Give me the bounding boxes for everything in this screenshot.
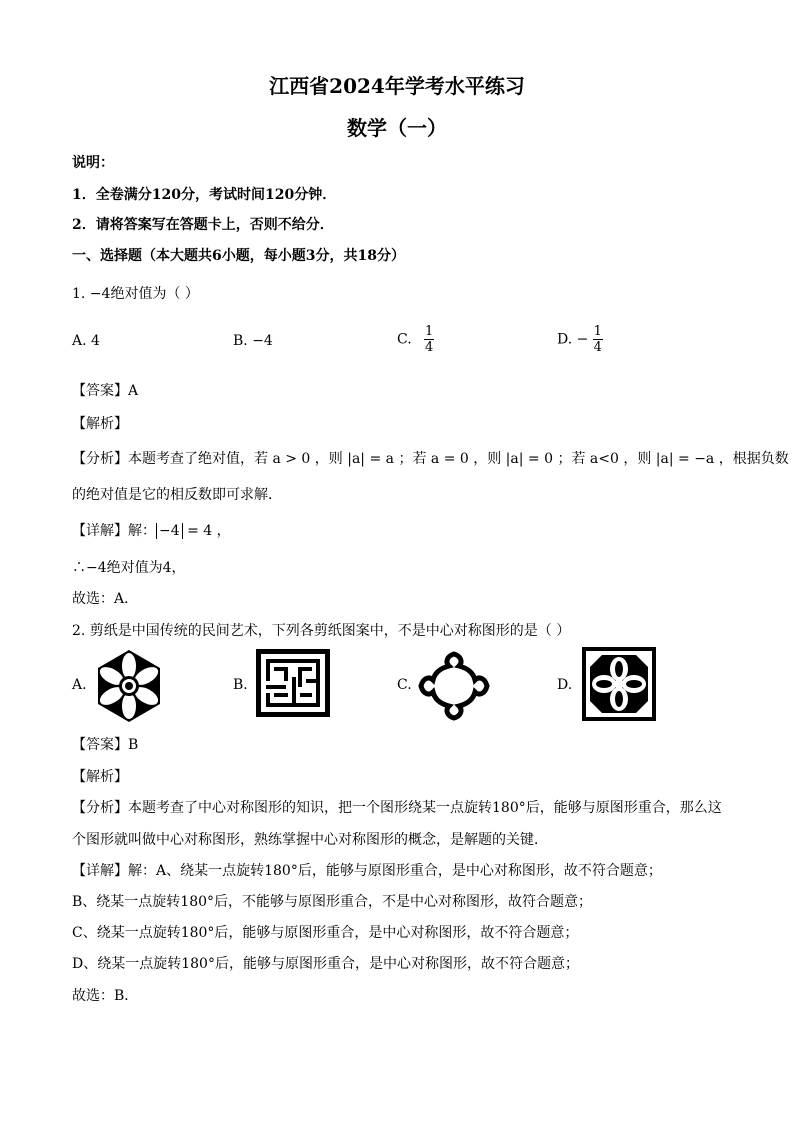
instruction-item-2: 2．请将答案写在答题卡上，否则不给分． <box>72 217 334 233</box>
absolute-value: −4 <box>156 523 183 539</box>
q1-therefore: ∴−4绝对值为4， <box>72 560 186 576</box>
q2-stem: 2. 剪纸是中国传统的民间艺术，下列各剪纸图案中，不是中心对称图形的是（ ） <box>72 623 571 639</box>
q1-stem: 1. −4绝对值为（ ） <box>72 286 199 302</box>
q1-option-c <box>397 324 434 355</box>
q1-answer: 【答案】A <box>72 383 139 399</box>
q2-answer: 【答案】B <box>72 737 139 753</box>
page-subtitle: 数学（一） <box>347 116 447 140</box>
q1-detail <box>72 520 231 540</box>
q2-detail-b: B、绕某一点旋转180°后，不能够与原图形重合，不是中心对称图形，故符合题意； <box>72 894 593 910</box>
q2-choose: 故选：B． <box>72 988 139 1004</box>
q2-detail-d: D、绕某一点旋转180°后，能够与原图形重合，是中心对称图形，故不符合题意； <box>72 956 579 972</box>
q2-option-a-label: A. <box>72 677 87 693</box>
q1-detail-result: = 4 ， <box>182 523 231 539</box>
instructions-heading: 说明： <box>72 155 114 171</box>
q1-option-b: B. −4 <box>233 333 273 349</box>
q1-analysis-line-1: 【分析】本题考查了绝对值，若 a > 0 ，则 |a| = a ；若 a = 0 ，则 |a| = 0 ；若 a<0 ，则 |a| = −a ，根据负数 <box>72 451 789 467</box>
q1-option-d <box>557 324 603 355</box>
section-title: 一、选择题（本大题共6小题，每小题3分，共18分） <box>72 248 405 264</box>
page-title: 江西省2024年学考水平练习 <box>269 74 525 98</box>
q2-option-b-label: B. <box>233 677 248 693</box>
papercut-d-image <box>582 647 656 721</box>
q1-choose: 故选：A． <box>72 591 139 607</box>
q1-option-c-label: C. <box>397 331 412 348</box>
q2-detail-c: C、绕某一点旋转180°后，能够与原图形重合，是中心对称图形，故不符合题意； <box>72 925 579 941</box>
q1-option-d-label: D. − <box>557 331 589 348</box>
papercut-a-image <box>92 649 166 723</box>
q1-detail-prefix: 【详解】解： <box>72 523 156 539</box>
fraction-denominator: 4 <box>593 340 602 355</box>
fraction-numerator: 1 <box>424 324 434 339</box>
q2-option-d-label: D. <box>557 677 573 693</box>
papercut-c-image <box>417 650 491 722</box>
papercut-b-image <box>256 649 330 717</box>
q1-analysis-line-2: 的绝对值是它的相反数即可求解． <box>72 487 282 503</box>
q2-detail-a: 【详解】解：A、绕某一点旋转180°后，能够与原图形重合，是中心对称图形，故不符合题意； <box>72 863 662 879</box>
fraction-denominator: 4 <box>424 340 434 355</box>
q2-analysis-line-1: 【分析】本题考查了中心对称图形的知识，把一个图形绕某一点旋转180°后，能够与原图形重合，那么这 <box>72 800 722 816</box>
q1-option-a: A. 4 <box>72 333 100 349</box>
instruction-item-1: 1．全卷满分120分，考试时间120分钟． <box>72 187 337 203</box>
q2-analysis-label: 【解析】 <box>72 769 128 785</box>
q2-analysis-line-2: 个图形就叫做中心对称图形，熟练掌握中心对称图形的概念，是解题的关键． <box>72 832 548 848</box>
q1-option-c-fraction <box>424 324 434 355</box>
fraction-numerator: 1 <box>593 324 602 339</box>
q1-option-d-fraction <box>593 324 603 355</box>
q2-option-c-label: C. <box>397 677 412 693</box>
q1-analysis-label: 【解析】 <box>72 416 128 432</box>
